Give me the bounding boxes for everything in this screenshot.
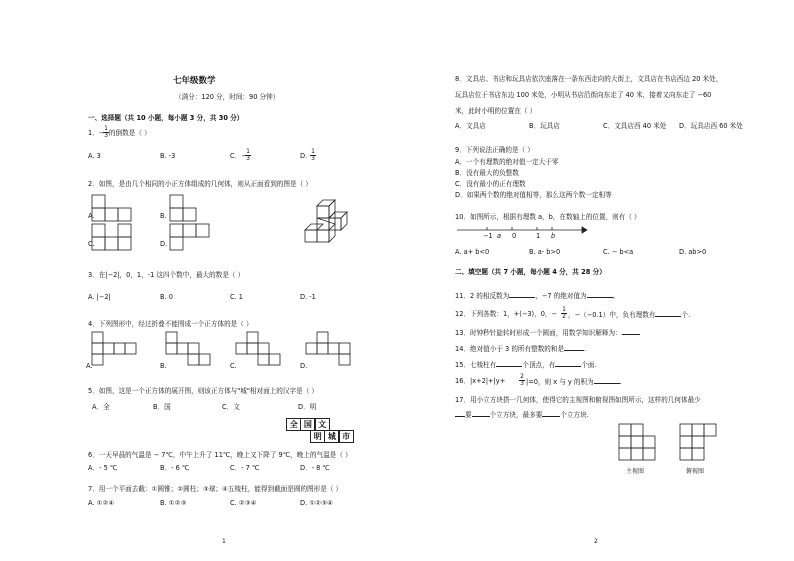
q17-blank-lead[interactable]: [455, 410, 465, 417]
section-fill-heading: 二、填空题（共 7 小题，每小题 4 分，共 28 分）: [455, 268, 606, 276]
net-word: 城: [324, 430, 339, 443]
q1-c-num: 1: [246, 148, 250, 155]
exam-subtitle: （满分：120 分，时间：90 分钟）: [175, 93, 280, 101]
q9-option-b: B．没有最大的负整数: [455, 169, 519, 177]
q7-stem: 7．用一个平面去截：①圆锥；②圆柱；③球；④五棱柱，能得到截面是圆的图形是（ ）: [88, 485, 343, 493]
q16-mid: |=0，则 x 与 y 的积为: [526, 378, 594, 386]
q16-fraction: [519, 374, 525, 387]
q7-option-a: A. ①②④: [88, 499, 115, 507]
q12-pre: 12．下列各数：1，+(−3)，0，−: [455, 310, 558, 318]
q10-number-line: [457, 224, 587, 242]
exam-page-2: [397, 0, 794, 561]
q1-option-c-pre: C．−: [230, 152, 247, 160]
q4-figure-a: [92, 332, 142, 370]
q17-front-label: 主视图: [626, 468, 645, 475]
q5-net-bottom-row: [311, 430, 354, 443]
q2-option-d: D.: [160, 240, 168, 248]
question-15: [455, 360, 597, 370]
q1-option-d-pre: D．: [300, 152, 312, 160]
q14-blank[interactable]: [564, 344, 587, 353]
q1-option-d-fraction: [310, 149, 316, 162]
q1-stem-post: 的倒数是（ ）: [109, 129, 151, 137]
q2-figure-a: [92, 195, 137, 225]
q10-option-a: A. a+ b<0: [455, 248, 490, 256]
q4-option-b: B.: [160, 362, 167, 370]
q10-option-b: B. a- b>0: [529, 248, 561, 256]
q2-solid-figure: [305, 200, 365, 250]
q2-option-b: B.: [160, 212, 167, 220]
axis-label: 1: [536, 232, 541, 240]
q6-option-d: D．- 8 ℃: [300, 464, 330, 472]
q1-d-num: 1: [311, 148, 315, 155]
net-word: 全: [286, 418, 301, 431]
q3-option-c: C. 1: [230, 293, 243, 301]
q9-option-a: A．一个有理数的绝对值一定大于零: [455, 158, 559, 166]
q8-line-3: 米，此时小明的位置在（ ）: [455, 107, 537, 115]
axis-label: −1: [483, 232, 493, 240]
q4-stem: 4．下列图形中，经过折叠不能围成一个正方体的是（ ）: [88, 320, 253, 328]
q17-line2-post: 个立方块.: [560, 411, 589, 419]
question-14: [455, 344, 586, 354]
q1-c-den: 3: [246, 155, 250, 162]
q2-option-a: A.: [88, 212, 95, 220]
q3-option-a: A. |−2|: [88, 293, 111, 301]
q2-figure-b: [170, 195, 200, 225]
q1-option-c-fraction: [245, 149, 251, 162]
question-13: [455, 328, 640, 338]
q16-rest: [526, 377, 622, 387]
q16-post: .: [619, 378, 622, 386]
exam-title: 七年级数学: [173, 76, 216, 86]
q12-blank[interactable]: [655, 310, 681, 317]
q1-d-den: 3: [311, 155, 315, 162]
q14-pre: 14．绝对值小于 3 的所有整数的和是: [455, 345, 565, 353]
q8-option-c: C．文具店西 40 米处: [603, 122, 667, 130]
q4-option-a: A.: [86, 362, 93, 370]
q6-option-a: A．- 5 ℃: [88, 464, 118, 472]
q17-line-1: 17．用小立方块搭一几何体，使得它的主视图和俯视图如图所示，这样的几何体最少: [455, 396, 701, 404]
q9-stem: 9．下列说法正确的是（ ）: [455, 146, 534, 154]
q2-option-c: C.: [88, 240, 95, 248]
net-word: 明: [310, 430, 325, 443]
q1-stem-pre: 1．−: [88, 129, 105, 137]
q10-option-d: D. ab>0: [679, 248, 707, 256]
q17-blank-2[interactable]: [542, 410, 560, 417]
q15-mid: 个顶点，有: [522, 361, 556, 369]
q8-line-1: 8．文具店、书店和玩具店依次座落在一条东西走向的大街上，文具店在书店西边 20 米处，: [455, 75, 723, 83]
q12-rest: [568, 310, 690, 320]
q2-figure-d: [170, 224, 215, 256]
q16-frac-num: 2: [520, 373, 524, 380]
q2-stem: 2．如图，是由几个相同的小正方体组成的几何体，则从正面看到的图是（ ）: [88, 180, 312, 188]
q17-line2-pre: 要: [465, 411, 472, 419]
q4-figure-c: [236, 332, 291, 370]
q16-pre: 16．|x+2|+|y+: [455, 377, 506, 385]
axis-label: b: [551, 232, 556, 240]
q5-option-d: D．明: [298, 403, 317, 411]
axis-label: 0: [512, 232, 517, 240]
net-word: 文: [315, 418, 330, 431]
q17-blank-1[interactable]: [472, 410, 490, 417]
q2-figure-c: [92, 224, 137, 256]
q12-frac-num: 1: [562, 306, 566, 313]
axis-label: a: [497, 232, 502, 240]
q1-frac-num: 1: [104, 125, 108, 132]
q4-option-c: C.: [230, 362, 237, 370]
q15-blank-2[interactable]: [555, 360, 581, 367]
q5-stem: 5．如图，这是一个正方体的展开图，则该正方体与"城"相对面上的汉字是（ ）: [88, 387, 318, 395]
q3-stem: 3．在|−2|，0，1，-1 这四个数中，最大的数是（ ）: [88, 271, 245, 279]
q17-line2-mid: 个立方块，最多要: [489, 411, 543, 419]
q12-fraction: [561, 307, 567, 320]
q12-mid: ，−（−0.1）中，负有理数有: [568, 311, 656, 319]
q15-blank-1[interactable]: [496, 360, 522, 367]
q3-option-d: D. -1: [300, 293, 316, 301]
q7-option-d: D. ①②③④: [300, 499, 333, 507]
q10-stem: 10．如图所示，根据有理数 a，b，在数轴上的位置，则有（ ）: [455, 213, 641, 221]
q14-post: .: [584, 345, 587, 353]
q5-option-a: A．全: [92, 403, 110, 411]
q7-option-c: C. ②③④: [230, 499, 257, 507]
q11-pre: 11．2 的相反数为: [455, 292, 510, 300]
section-choice-heading: 一、选择题（共 10 小题，每小题 3 分，共 30 分）: [88, 114, 244, 122]
page-number: 1: [222, 538, 226, 545]
q8-option-b: B．玩具店: [529, 122, 560, 130]
q3-option-b: B. 0: [160, 293, 173, 301]
net-word: 国: [300, 418, 315, 431]
q17-top-label: 俯视图: [686, 468, 705, 475]
q1-option-a: A. 3: [88, 152, 101, 160]
q9-option-d: D．如果两个数的绝对值相等，那么这两个数一定相等: [455, 191, 612, 199]
q13-pre: 13．时钟秒针旋转时形成一个圆面，用数学知识解释为：: [455, 329, 622, 337]
q12-post: 个.: [681, 311, 691, 319]
q11-blank-2[interactable]: [587, 291, 613, 298]
q4-figure-d: [306, 332, 361, 370]
q10-option-c: C. − b<a: [603, 248, 634, 256]
question-11: [455, 291, 619, 301]
q8-option-a: A．文具店: [455, 122, 486, 130]
q11-post: 。: [612, 292, 620, 300]
q17-top-view: [680, 424, 725, 466]
q1-frac-den: 3: [104, 132, 108, 139]
q16-blank[interactable]: [594, 377, 620, 384]
q7-option-b: B. ①②③: [160, 499, 187, 507]
q1-option-b: B. -3: [160, 152, 176, 160]
net-word: 市: [339, 430, 354, 443]
q6-option-b: B．- 6 ℃: [160, 464, 190, 472]
q5-option-c: C．文: [222, 403, 240, 411]
q8-option-d: D．玩具店西 60 米处: [679, 122, 743, 130]
q8-line-2: 玩具店位于书店东边 100 米处，小明从书店沿街向东走了 40 米，接着又向东走了 −60: [455, 91, 712, 99]
q13-blank[interactable]: [622, 328, 640, 335]
q6-stem: 6．一天早晨的气温是 − 7℃，中午上升了 11℃，晚上又下降了 9℃，晚上的气温是（ ）: [88, 451, 352, 459]
q11-blank-1[interactable]: [509, 291, 535, 298]
q4-option-d: D.: [300, 362, 308, 370]
q6-option-c: C．- 7 ℃: [230, 464, 260, 472]
page-number: 2: [594, 538, 598, 545]
q15-pre: 15．七棱柱有: [455, 361, 497, 369]
q5-option-b: B．国: [153, 403, 171, 411]
q15-post: 个面.: [581, 361, 597, 369]
q16-frac-den: 3: [520, 380, 524, 387]
q17-front-view: [619, 424, 659, 466]
q12-frac-den: 2: [562, 313, 566, 320]
q4-figure-b: [166, 332, 216, 370]
q11-mid: ，−7 的绝对值为: [535, 292, 587, 300]
q17-line-2: [455, 410, 589, 420]
q9-option-c: C．没有最小的正有理数: [455, 180, 526, 188]
